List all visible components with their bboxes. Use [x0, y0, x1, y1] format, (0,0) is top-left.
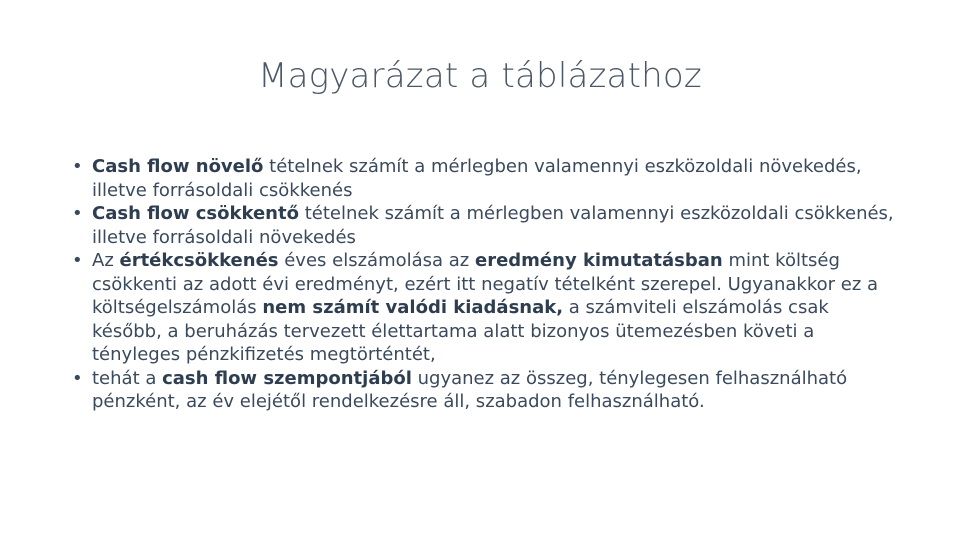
bold-text: Cash flow csökkentő	[92, 203, 299, 224]
bullet-list	[72, 155, 902, 414]
bullet-item-4	[72, 367, 902, 414]
bullet-text	[92, 368, 847, 413]
bullet-dot: •	[72, 250, 83, 271]
slide-title: Magyarázat a táblázathoz	[258, 56, 702, 96]
body-text: tételnek számít a mérlegben valamennyi eszközoldali növekedés, illetve forrásoldali csökkenés	[92, 156, 862, 201]
body-text: tehát a	[92, 367, 163, 389]
body-text: mint költség csökkenti az adott évi eredményt, ezért itt negatív tételként szerepel. Ugyanakkor ez a költségelszámolás	[92, 250, 879, 318]
bullet-item-3	[72, 249, 902, 367]
bullet-text	[92, 250, 878, 365]
bullet-text	[92, 156, 862, 201]
body-text: Az	[92, 250, 120, 271]
bold-text: Cash flow növelő	[92, 156, 264, 177]
bullet-item-1	[72, 155, 902, 202]
bold-text: eredmény kimutatásban	[474, 250, 723, 271]
body-text: a számviteli elszámolás csak később, a beruházás tervezett élettartama alatt bizonyos ütemezésben követi a tényleges pénzkifizetés megtörténtét,	[92, 297, 829, 365]
body-text: ugyanez az összeg, ténylegesen felhasználható pénzként, az év elejétől rendelkezésre áll, szabadon felhasználható.	[92, 367, 848, 412]
bullet-dot: •	[72, 156, 83, 177]
bullet-dot: •	[72, 367, 83, 389]
bold-text: nem számít valódi kiadásnak,	[262, 297, 564, 318]
bold-text: cash flow szempontjából	[162, 367, 412, 389]
bullet-text	[92, 203, 894, 248]
bullet-item-2	[72, 202, 902, 249]
body-text: éves elszámolása az	[278, 250, 475, 271]
bold-text: értékcsökkenés	[119, 250, 279, 271]
bullet-dot: •	[72, 203, 83, 224]
body-text: tételnek számít a mérlegben valamennyi eszközoldali csökkenés, illetve forrásoldali növekedés	[92, 203, 894, 248]
